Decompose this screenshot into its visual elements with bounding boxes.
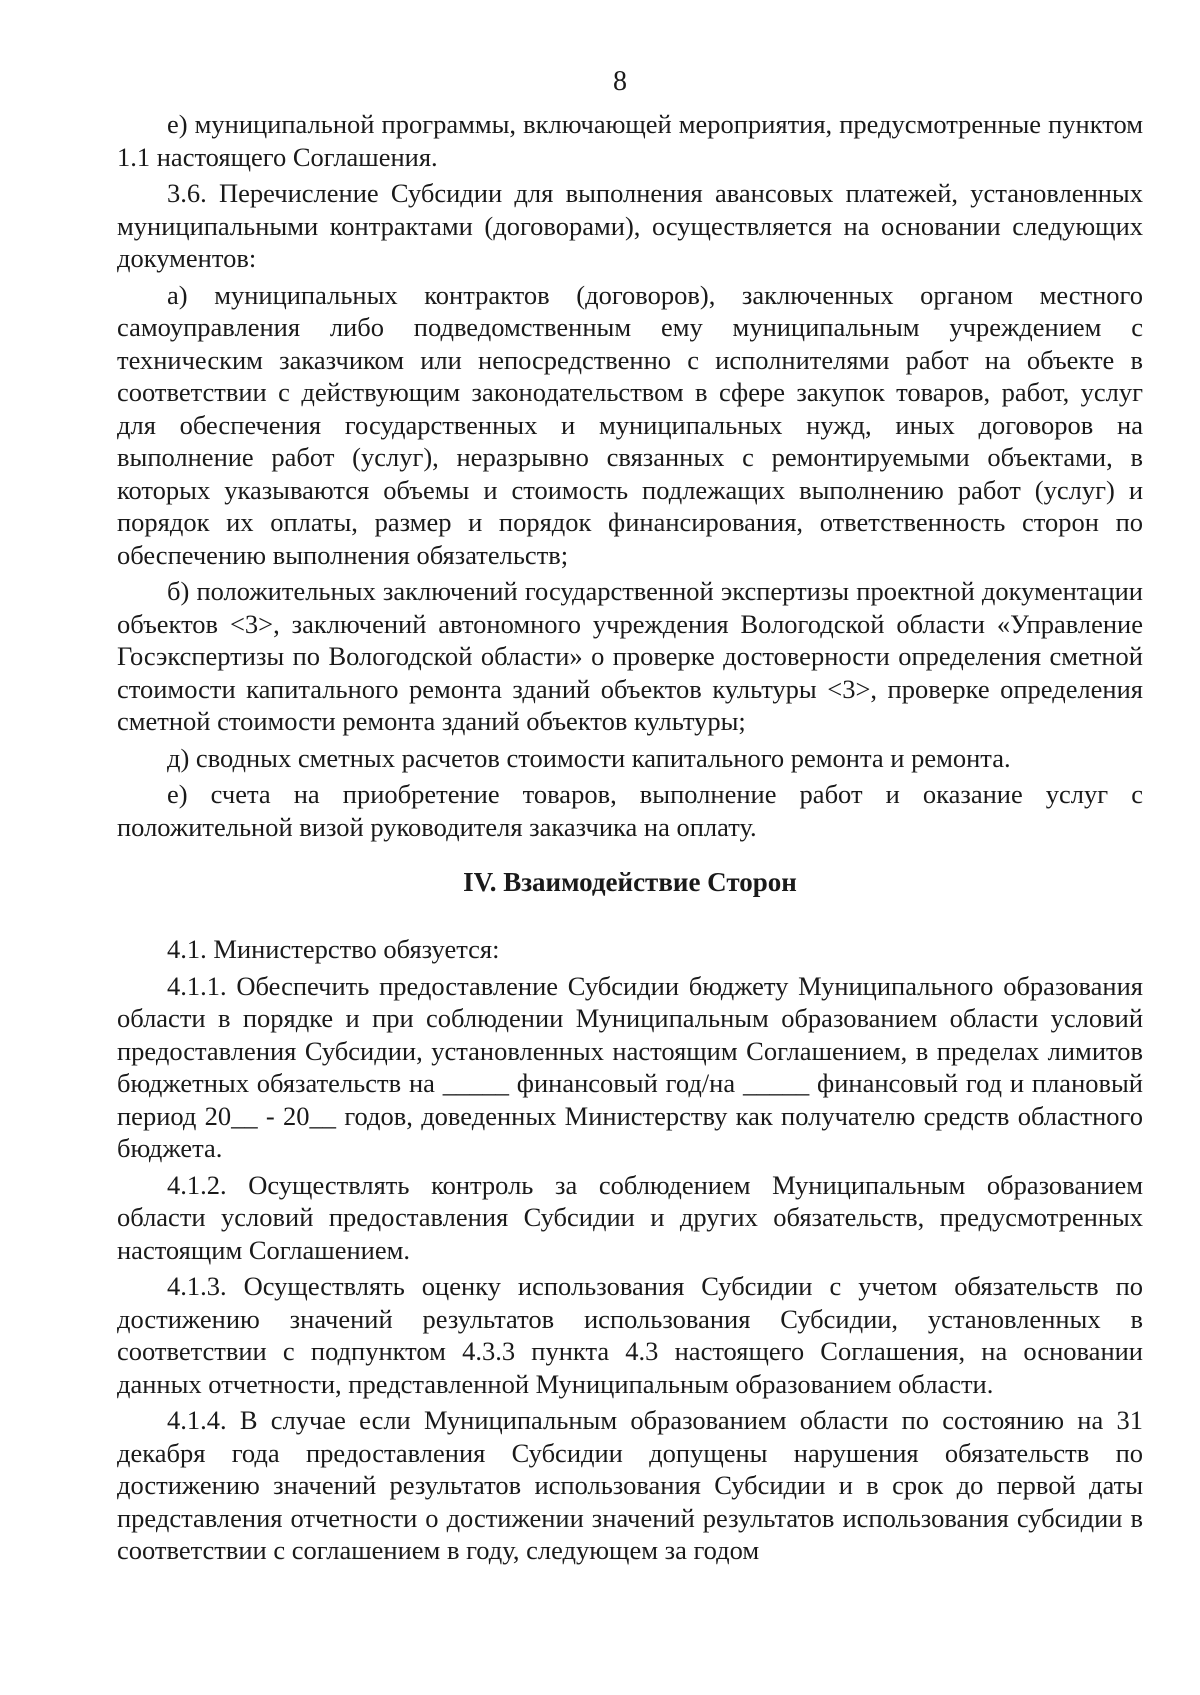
paragraph-4-1-4: 4.1.4. В случае если Муниципальным образованием области по состоянию на 31 декабря года предоставления Субсидии допущены нарушения обязательств по достижению значений результатов использования Субсидии и в срок до первой даты представления отчетности о достижении значений результатов использования субсидии в соответствии с соглашением в году, следующем за годом (117, 1405, 1143, 1565)
section-heading: IV. Взаимодействие Сторон (463, 867, 797, 897)
paragraph-3-6: 3.6. Перечисление Субсидии для выполнения авансовых платежей, установленных муниципальными контрактами (договорами), осуществляется на основании следующих документов: (117, 178, 1143, 273)
paragraph-4-1-2: 4.1.2. Осуществлять контроль за соблюдением Муниципальным образованием области условий предоставления Субсидии и других обязательств, предусмотренных настоящим Соглашением. (117, 1169, 1143, 1265)
paragraph-item-e-invoices: е) счета на приобретение товаров, выполнение работ и оказание услуг с положительной визой руководителя заказчика на оплату. (117, 779, 1143, 842)
paragraph-program-item-e: е) муниципальной программы, включающей мероприятия, предусмотренные пунктом 1.1 настоящего Соглашения. (117, 109, 1143, 172)
paragraph-item-a: а) муниципальных контрактов (договоров), заключенных органом местного самоуправления либо подведомственным ему муниципальным учреждением с техническим заказчиком или непосредственно с исполнителями работ на объекте в соответствии с действующим законодательством в сфере закупок товаров, работ, услуг для обеспечения государственных и муниципальных нужд, иных договоров на выполнение работ (услуг), неразрывно связанных с ремонтируемыми объектами, в которых указываются объемы и стоимость подлежащих выполнению работ (услуг) и порядок их оплаты, размер и порядок финансирования, ответственность сторон по обеспечению выполнения обязательств; (117, 279, 1143, 570)
paragraph-4-1-1: 4.1.1. Обеспечить предоставление Субсидии бюджету Муниципального образования области в порядке и при соблюдении Муниципальным образованием области условий предоставления Субсидии, установленных настоящим Соглашением, в пределах лимитов бюджетных обязательств на _____ финансовый год/на _____ финансовый год и плановый период 20__ - 20__ годов, доведенных Министерству как получателю средств областного бюджета. (117, 970, 1143, 1163)
paragraph-4-1: 4.1. Министерство обязуется: (167, 934, 500, 964)
paragraph-item-b: б) положительных заключений государственной экспертизы проектной документации объектов <3>, заключений автономного учреждения Вологодской области «Управление Госэкспертизы по Вологодской области» о проверке достоверности определения сметной стоимости капитального ремонта зданий объектов культуры <3>, проверке определения сметной стоимости ремонта зданий объектов культуры; (117, 576, 1143, 736)
paragraph-4-1-3: 4.1.3. Осуществлять оценку использования Субсидии с учетом обязательств по достижению значений результатов использования Субсидии, установленных в соответствии с подпунктом 4.3.3 пункта 4.3 настоящего Соглашения, на основании данных отчетности, представленной Муниципальным образованием области. (117, 1271, 1143, 1399)
paragraph-item-d: д) сводных сметных расчетов стоимости капитального ремонта и ремонта. (167, 742, 1011, 773)
document-body (117, 108, 1143, 1567)
page-number: 8 (613, 66, 627, 97)
